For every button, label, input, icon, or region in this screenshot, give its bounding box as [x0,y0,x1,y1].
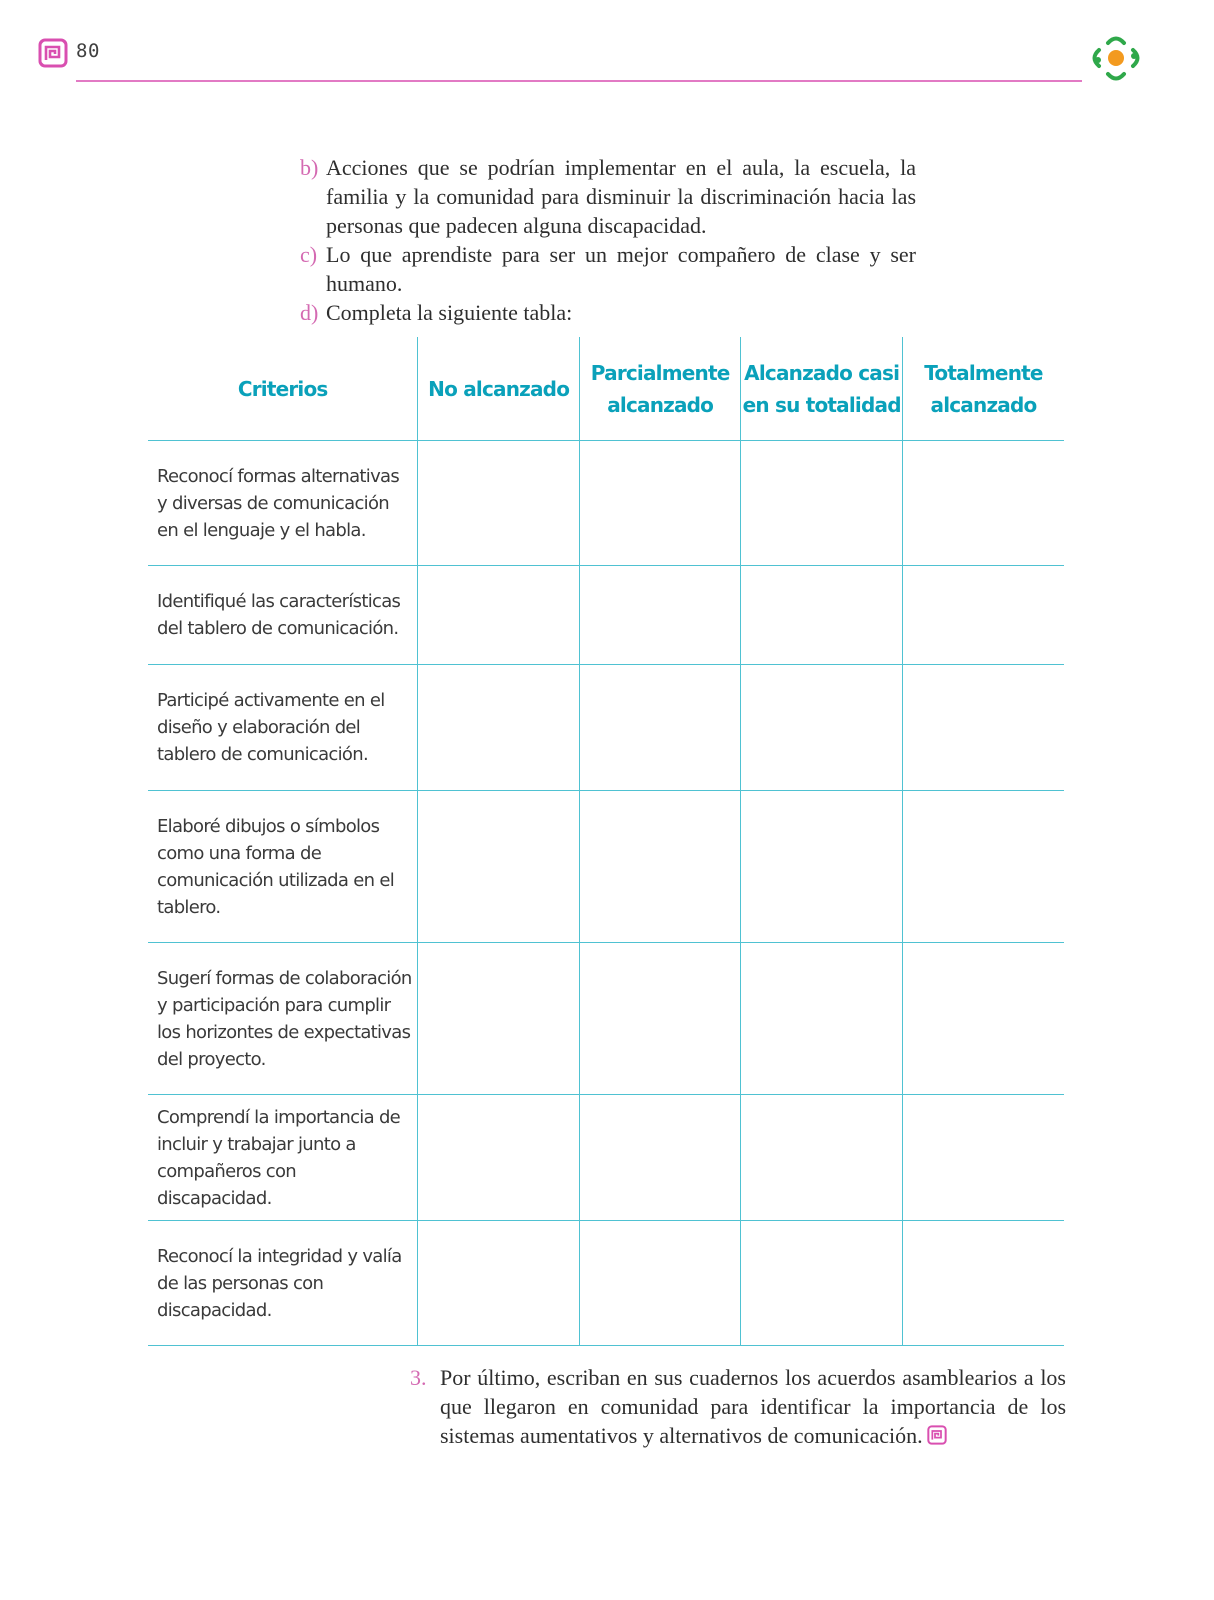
rating-cell[interactable] [902,665,1064,791]
rating-cell[interactable] [902,566,1064,665]
header-criterios: Criterios [148,337,418,441]
rating-cell[interactable] [579,943,741,1095]
rating-cell[interactable] [741,1221,903,1346]
rating-cell[interactable] [418,943,580,1095]
header-totalmente: Totalmente alcanzado [902,337,1064,441]
rating-cell[interactable] [418,1095,580,1221]
rating-cell[interactable] [902,441,1064,566]
rating-cell[interactable] [418,791,580,943]
table-header-row [148,337,1064,441]
item-letter: c) [300,242,318,267]
rating-cell[interactable] [579,665,741,791]
rating-cell[interactable] [741,791,903,943]
rating-cell[interactable] [902,791,1064,943]
criterion-cell: Sugerí formas de colaboración y participación para cumplir los horizontes de expectativas del proyecto. [148,943,418,1095]
spiral-glyph-icon [38,38,68,68]
rating-cell[interactable] [579,1221,741,1346]
header-casi-totalidad: Alcanzado casi en su totalidad [741,337,903,441]
item-text: Completa la siguiente tabla: [326,300,573,325]
community-logo-icon [1088,33,1144,85]
rating-cell[interactable] [418,566,580,665]
table-row [148,566,1064,665]
criterion-cell: Reconocí formas alternativas y diversas de comunicación en el lenguaje y el habla. [148,441,418,566]
criterion-cell: Reconocí la integridad y valía de las personas con discapacidad. [148,1221,418,1346]
rating-cell[interactable] [579,1095,741,1221]
header-parcialmente: Parcialmente alcanzado [579,337,741,441]
table-row [148,665,1064,791]
rating-cell[interactable] [902,1221,1064,1346]
rating-cell[interactable] [902,943,1064,1095]
criterion-cell: Participé activamente en el diseño y elaboración del tablero de comunicación. [148,665,418,791]
table-row [148,441,1064,566]
rating-cell[interactable] [418,441,580,566]
item-letter: b) [300,155,319,180]
activity-items [300,153,916,327]
table-row [148,1095,1064,1221]
rating-cell[interactable] [741,566,903,665]
page-header [0,0,1214,100]
rating-cell[interactable] [579,441,741,566]
spiral-glyph-icon [927,1425,947,1445]
page-number: 80 [76,40,100,62]
criterion-cell: Identifiqué las características del tablero de comunicación. [148,566,418,665]
rating-cell[interactable] [741,943,903,1095]
item-d [300,298,916,327]
rating-cell[interactable] [418,1221,580,1346]
table-row [148,791,1064,943]
rating-cell[interactable] [741,665,903,791]
table-row [148,943,1064,1095]
item-text: Acciones que se podrían implementar en el aula, la escuela, la familia y la comunidad para disminuir la discriminación hacia las personas que padecen alguna discapacidad. [326,155,916,238]
rating-cell[interactable] [418,665,580,791]
header-divider [76,80,1082,82]
criterion-cell: Elaboré dibujos o símbolos como una forma de comunicación utilizada en el tablero. [148,791,418,943]
item-number: 3. [410,1365,427,1390]
table-row [148,1221,1064,1346]
item-text: Lo que aprendiste para ser un mejor compañero de clase y ser humano. [326,242,916,296]
item-c [300,240,916,298]
rating-cell[interactable] [579,566,741,665]
item-letter: d) [300,300,319,325]
rating-cell[interactable] [741,1095,903,1221]
item-3-body [440,1363,1066,1450]
rating-cell[interactable] [902,1095,1064,1221]
header-no-alcanzado: No alcanzado [418,337,580,441]
item-3 [410,1363,1066,1450]
rating-cell[interactable] [741,441,903,566]
rating-cell[interactable] [579,791,741,943]
evaluation-table [148,337,1064,1346]
criterion-cell: Comprendí la importancia de incluir y trabajar junto a compañeros con discapacidad. [148,1095,418,1221]
item-b [300,153,916,240]
item-text: Por último, escriban en sus cuadernos los acuerdos asamblearios a los que llegaron en comunidad para identificar la importancia de los sistemas aumentativos y alternativos de comunicación. [440,1365,1066,1448]
